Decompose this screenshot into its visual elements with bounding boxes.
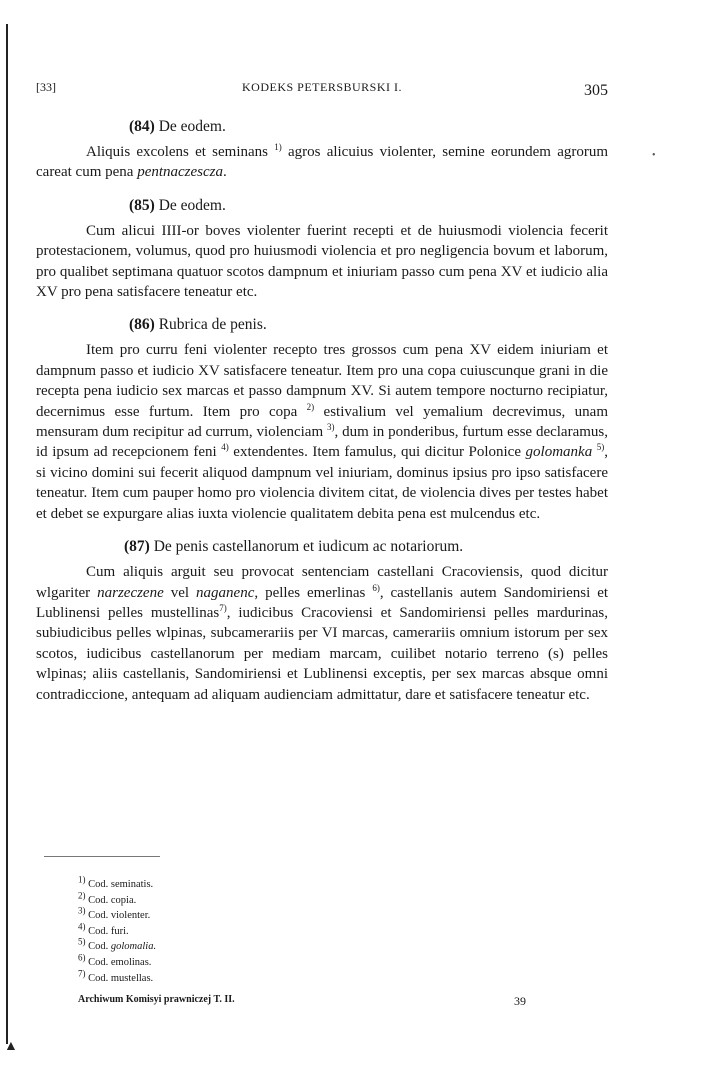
- footnote-mark: 6): [78, 952, 86, 963]
- section-86: [36, 314, 608, 524]
- text-run: .: [223, 164, 227, 181]
- scan-margin-rule: [6, 24, 8, 1044]
- footnotes: [78, 874, 478, 986]
- text-run: , castellanis autem Sandomiriensi et Lublinensi pelles mustellinas: [36, 584, 609, 621]
- text-run: Aliquis excolens et seminans: [86, 144, 268, 160]
- vernacular-term: naganenc: [196, 584, 255, 601]
- footnote-text: Cod. violenter.: [88, 910, 151, 922]
- footnote-mark: 1): [78, 874, 86, 885]
- footnote-mark: 3): [78, 905, 86, 916]
- vernacular-term: pentnaczescza: [137, 164, 223, 181]
- footnote-ref[interactable]: 3): [326, 422, 335, 433]
- footnote-mark: 5): [78, 936, 86, 947]
- section-number: (85): [129, 196, 155, 214]
- section-paragraph: [36, 142, 608, 183]
- section-title: Rubrica de penis.: [158, 316, 267, 334]
- vernacular-term: golomanka: [525, 444, 593, 461]
- main-text: [36, 116, 608, 717]
- section-paragraph: Cum alicui IIII-or boves violenter fuerint recepti et de huiusmodi violencia fecerit protestacionem, volumus, quod pro huiusmodi violencia et pro negligencia bovum et laborum, pro qualibet septimana quatuor scotos dampnum et iniuriam passo cum pena XV et iudicio alia XV pro pena satisfacere teneatur etc.: [36, 222, 608, 301]
- scan-speck: •: [652, 150, 656, 161]
- footnote-ref[interactable]: 2): [306, 401, 315, 412]
- footnote-ref[interactable]: 6): [372, 582, 380, 593]
- footnote-text: Cod. copia.: [88, 894, 137, 906]
- footnote-text: Cod. emolinas.: [88, 956, 152, 968]
- section-number: (86): [129, 316, 155, 334]
- footnote-divider: [44, 856, 160, 857]
- running-header: [36, 78, 608, 100]
- section-85: [36, 195, 608, 303]
- text-run: , pelles emerlinas: [254, 584, 366, 601]
- section-number: (87): [124, 538, 150, 556]
- imprint: Archiwum Komisyi prawniczej T. II.: [78, 994, 235, 1005]
- footnote-text: Cod.: [88, 941, 109, 953]
- text-run: , dum in ponderibus, furtum esse declaramus, id ipsum ad recepcionem feni: [36, 424, 608, 461]
- section-heading: [36, 195, 608, 217]
- footnote-text: Cod. mustellas.: [88, 972, 154, 984]
- section-87: [36, 536, 608, 705]
- section-heading: [36, 116, 608, 138]
- text-run: , iudicibus Cracoviensi et Sandomiriensi pelles mardurinas, subiudicibus pelles wlpinas, subcamerariis per VI marcas, camerariis omnium istorum per sex scotos, iudicibus castellanorum per mediam marcam, cuilibet notario terreno (s) pelles wlpinas; aliis castellanis, Sandomiriensi et Lublinensi exceptis, per sex marcas absque omni contradiccione, antequam ad aliquam audienciam admittatur, dare et satisfacere teneatur etc.: [36, 604, 608, 703]
- sheet-signature: 39: [514, 994, 526, 1008]
- section-title: De penis castellanorum et iudicum ac notariorum.: [153, 538, 464, 556]
- footnote: [78, 890, 478, 909]
- footnote: [78, 936, 478, 955]
- section-paragraph: [36, 562, 608, 705]
- footnote-text: Cod. furi.: [88, 925, 129, 937]
- page-number: 305: [584, 82, 608, 99]
- footnote: [78, 905, 478, 924]
- footnote-mark: 2): [78, 890, 86, 901]
- footnote: [78, 968, 478, 987]
- footnote-mark: 7): [78, 968, 86, 979]
- text-run: vel: [170, 584, 190, 601]
- text-run: estivalium vel yemalium decrevimus, unam mensuram dum recipitur ad currum, violenciam: [36, 403, 608, 441]
- footnote-ref[interactable]: 7): [219, 602, 227, 613]
- footnote: [78, 952, 478, 971]
- left-folio: [33]: [36, 80, 56, 94]
- text-run: Item pro curru feni violenter recepto tres grossos cum pena XV eidem iniuriam et dampnum passo et iudicio XV satisfacere teneatur. Item pro una copa cuiuscunque grani in die recepta pena iudicio sex marcas et passo dampnum XV. Si autem tempore nocturno recipiatur, decernimus esse furtum. Item pro copa: [36, 342, 608, 420]
- scan-margin-mark: ▲: [4, 1039, 18, 1054]
- section-paragraph: [36, 340, 608, 524]
- footnote-text: Cod. seminatis.: [88, 879, 154, 890]
- section-heading: [36, 536, 608, 558]
- text-run: , si vicino domini sui fecerit aliquod dampnum vel iniuriam, dominus ipsius pro ipso satisfacere teneatur. Item cum pauper homo pro violencia divitem citat, de violencia dives per testes habet et debet se expurgare alias iuxta violencie qualitatem debita pena est mulcendus etc.: [36, 444, 609, 522]
- section-title: De eodem.: [158, 118, 226, 135]
- text-run: Cum aliquis arguit seu provocat sentenciam castellani Cracoviensis, quod dicitur wlgariter: [36, 564, 608, 601]
- page-footer: [78, 994, 526, 1010]
- text-run: agros alicuius violenter, semine eorundem agrorum careat cum pena: [36, 144, 609, 181]
- footnote-italic: golomalia.: [110, 941, 157, 953]
- text-run: extendentes. Item famulus, qui dicitur Polonice: [233, 444, 521, 461]
- footnote: [78, 921, 478, 940]
- section-84: [36, 116, 608, 183]
- section-number: (84): [129, 118, 155, 135]
- footnote-mark: 4): [78, 921, 86, 932]
- footnote-ref[interactable]: 1): [274, 142, 282, 152]
- section-heading: [36, 314, 608, 336]
- footnote: [78, 874, 478, 893]
- footnote-ref[interactable]: 5): [596, 442, 605, 453]
- vernacular-term: narzeczene: [97, 584, 164, 601]
- section-title: De eodem.: [158, 196, 226, 214]
- running-title: KODEKS PETERSBURSKI I.: [241, 80, 402, 94]
- footnote-ref[interactable]: 4): [221, 442, 229, 453]
